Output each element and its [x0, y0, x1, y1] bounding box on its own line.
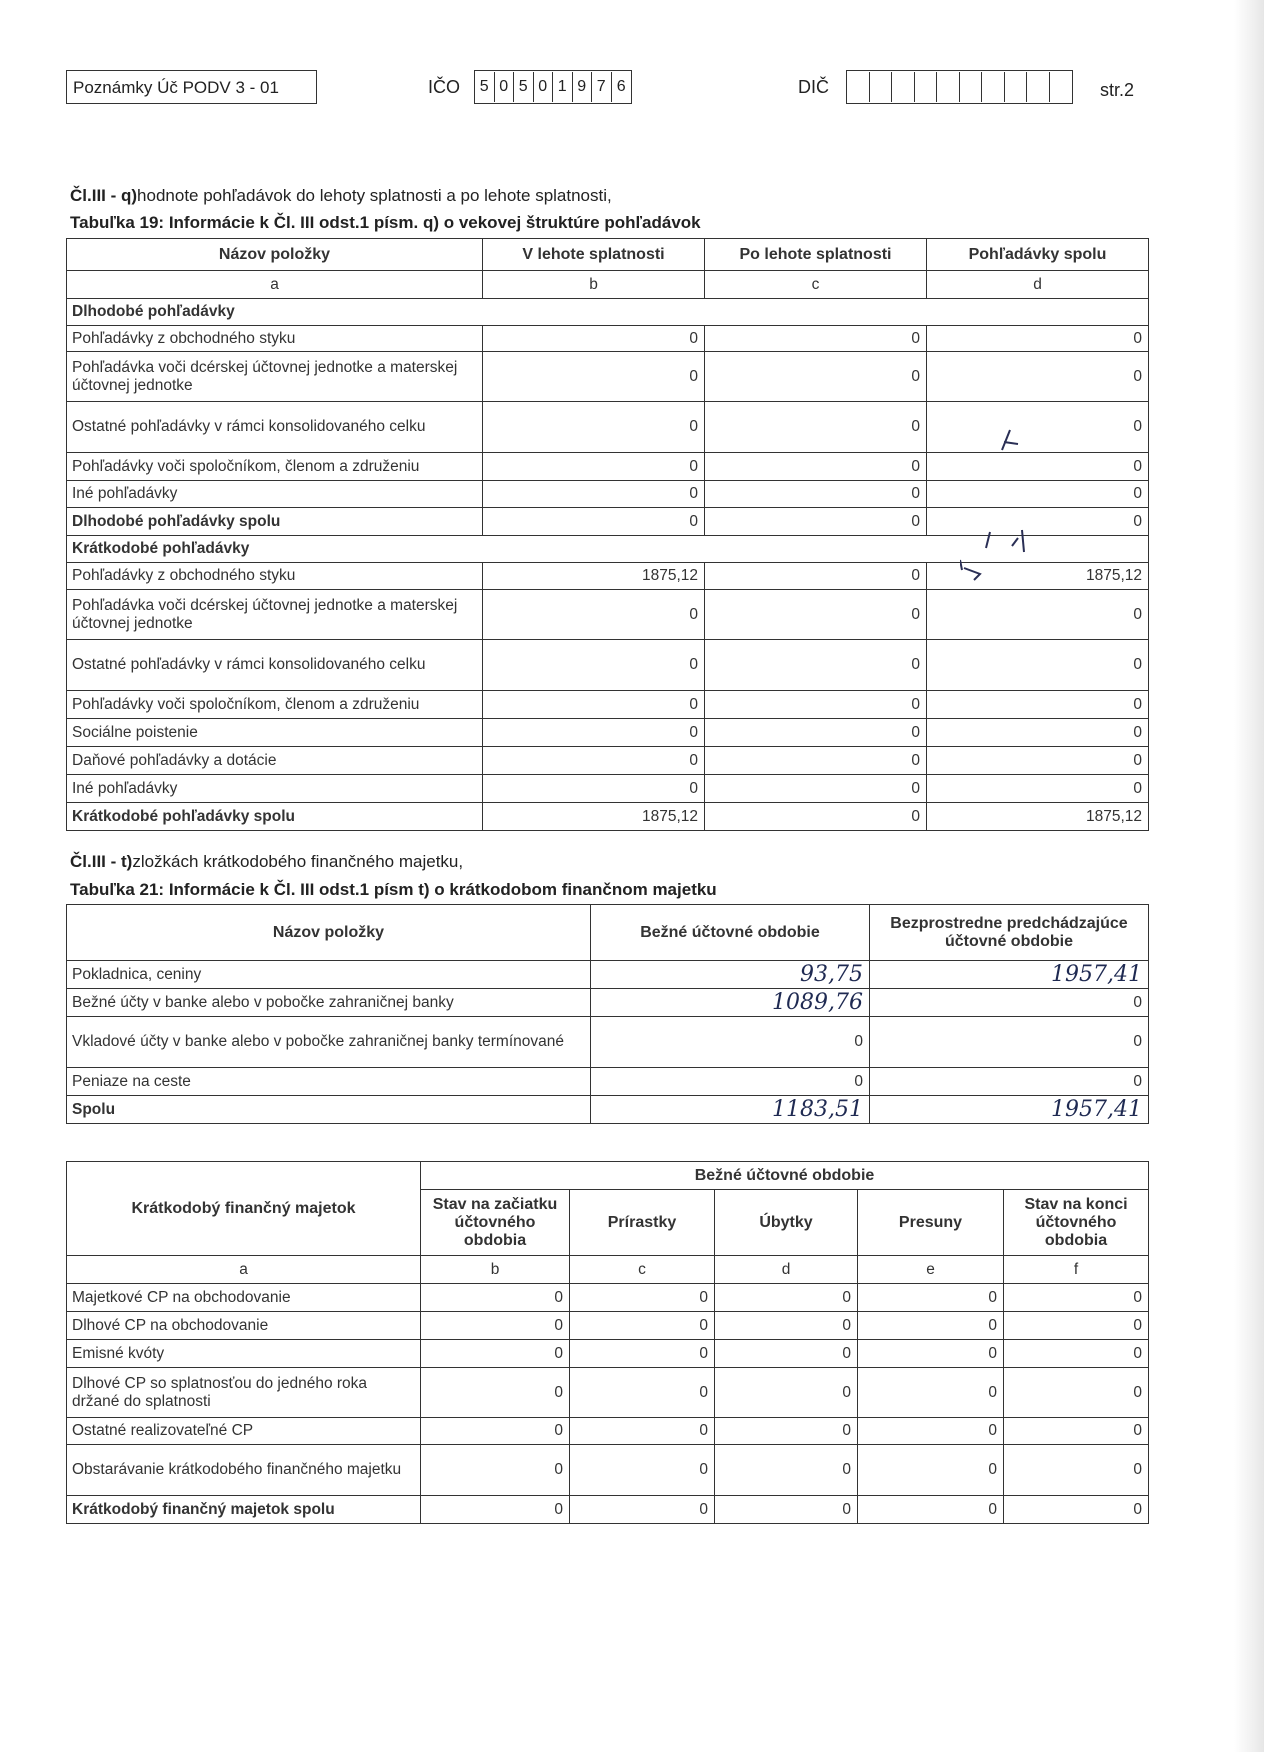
row-label: Spolu	[67, 1096, 591, 1124]
cell-value: 0	[1004, 1312, 1149, 1340]
cell-d: 0	[927, 775, 1149, 803]
cell-b: 0	[483, 508, 705, 536]
cell-current-handwritten: 1089,76	[591, 989, 870, 1017]
cell-c: 0	[705, 453, 927, 481]
cell-value: 0	[570, 1496, 715, 1524]
row-label: Krátkodobý finančný majetok spolu	[67, 1496, 421, 1524]
col-header: Stav na začiatku účtovného obdobia	[421, 1190, 570, 1256]
cell-value: 0	[421, 1368, 570, 1418]
col-letter: c	[705, 271, 927, 299]
col-header: V lehote splatnosti	[483, 239, 705, 271]
row-label: Pohľadávky voči spoločníkom, členom a združeniu	[67, 691, 483, 719]
cell-current: 0	[591, 1017, 870, 1068]
cell-value: 0	[421, 1445, 570, 1496]
cell-value: 0	[715, 1284, 858, 1312]
cell-d: 0	[927, 402, 1149, 453]
row-label: Pohľadávky z obchodného styku	[67, 326, 483, 352]
cell-d: 0	[927, 352, 1149, 402]
cell-value: 0	[1004, 1368, 1149, 1418]
section-label: Krátkodobé pohľadávky	[67, 536, 1149, 563]
section-t-prefix: Čl.III - t)	[70, 852, 133, 871]
dic-digit	[982, 72, 1005, 102]
table-21-header-row	[67, 905, 1149, 961]
table-row	[67, 719, 1149, 747]
col-header: Stav na konci účtovného obdobia	[1004, 1190, 1149, 1256]
section-label: Dlhodobé pohľadávky	[67, 299, 1149, 326]
cell-d: 0	[927, 719, 1149, 747]
table-row	[67, 775, 1149, 803]
row-label: Pokladnica, ceniny	[67, 961, 591, 989]
ico-digit: 9	[573, 72, 593, 102]
cell-value: 0	[570, 1312, 715, 1340]
pen-stroke	[1012, 530, 1024, 552]
cell-b: 0	[483, 691, 705, 719]
cell-c: 0	[705, 326, 927, 352]
cell-c: 0	[705, 563, 927, 590]
cell-d: 0	[927, 640, 1149, 691]
cell-value: 0	[858, 1496, 1004, 1524]
cell-previous: 0	[870, 1068, 1149, 1096]
cell-previous: 0	[870, 989, 1149, 1017]
cell-d: 0	[927, 326, 1149, 352]
cell-d: 0	[927, 691, 1149, 719]
table-total-row	[67, 803, 1149, 831]
group-header: Bežné účtovné obdobie	[421, 1162, 1149, 1190]
cell-c: 0	[705, 640, 927, 691]
pen-stroke	[986, 532, 990, 548]
dic-digit	[937, 72, 960, 102]
cell-value: 0	[570, 1368, 715, 1418]
row-label: Ostatné pohľadávky v rámci konsolidovaného celku	[67, 640, 483, 691]
cell-d: 1875,12	[927, 803, 1149, 831]
dic-digit	[915, 72, 938, 102]
row-label: Iné pohľadávky	[67, 775, 483, 803]
col-header: Bežné účtovné obdobie	[591, 905, 870, 961]
table-row	[67, 1368, 1149, 1418]
cell-d: 0	[927, 453, 1149, 481]
col-letter: f	[1004, 1256, 1149, 1284]
cell-b: 0	[483, 719, 705, 747]
cell-b: 0	[483, 481, 705, 508]
cell-value: 0	[858, 1445, 1004, 1496]
cell-b: 0	[483, 775, 705, 803]
table-row	[67, 1418, 1149, 1445]
table-21	[66, 904, 1149, 1124]
cell-value: 0	[715, 1445, 858, 1496]
cell-d: 0	[927, 590, 1149, 640]
row-label: Majetkové CP na obchodovanie	[67, 1284, 421, 1312]
ico-digit: 0	[534, 72, 554, 102]
cell-value: 0	[421, 1340, 570, 1368]
col-header: Úbytky	[715, 1190, 858, 1256]
row-label: Daňové pohľadávky a dotácie	[67, 747, 483, 775]
cell-value: 0	[570, 1284, 715, 1312]
cell-value: 0	[715, 1340, 858, 1368]
dic-digits	[846, 70, 1073, 104]
ico-digit: 5	[475, 72, 495, 102]
cell-value: 0	[570, 1340, 715, 1368]
cell-value: 0	[715, 1418, 858, 1445]
row-label: Pohľadávky voči spoločníkom, členom a združeniu	[67, 453, 483, 481]
section-q-text: hodnote pohľadávok do lehoty splatnosti a po lehote splatnosti,	[137, 186, 612, 205]
cell-d: 0	[927, 481, 1149, 508]
dic-digit	[1005, 72, 1028, 102]
cell-value: 0	[1004, 1418, 1149, 1445]
table-row	[67, 1445, 1149, 1496]
row-label: Dlhodobé pohľadávky spolu	[67, 508, 483, 536]
col-header: Pohľadávky spolu	[927, 239, 1149, 271]
col-header: Po lehote splatnosti	[705, 239, 927, 271]
cell-current: 0	[591, 1068, 870, 1096]
col-letter: d	[927, 271, 1149, 299]
table-row	[67, 1017, 1149, 1068]
short-term-financial-assets-table	[66, 1161, 1149, 1524]
table-row	[67, 640, 1149, 691]
cell-value: 0	[421, 1496, 570, 1524]
cell-value: 0	[570, 1445, 715, 1496]
col-letter: b	[483, 271, 705, 299]
col-letter: a	[67, 271, 483, 299]
cell-c: 0	[705, 590, 927, 640]
scan-page-edge	[1234, 0, 1264, 1752]
ico-label: IČO	[428, 77, 461, 97]
cell-value: 0	[1004, 1340, 1149, 1368]
cell-b: 0	[483, 326, 705, 352]
table-row	[67, 1340, 1149, 1368]
table-row	[67, 352, 1149, 402]
col-header: Prírastky	[570, 1190, 715, 1256]
table-row	[67, 747, 1149, 775]
row-label: Dlhové CP so splatnosťou do jedného roka držané do splatnosti	[67, 1368, 421, 1418]
kfm-letter-row	[67, 1256, 1149, 1284]
row-label: Peniaze na ceste	[67, 1068, 591, 1096]
section-t-text: zložkách krátkodobého finančného majetku,	[132, 852, 464, 871]
cell-value: 0	[715, 1496, 858, 1524]
cell-c: 0	[705, 402, 927, 453]
dic-digit	[870, 72, 893, 102]
col-header: Krátkodobý finančný majetok	[67, 1162, 421, 1256]
table-row	[67, 989, 1149, 1017]
col-header: Názov položky	[67, 239, 483, 271]
dic-digit	[1050, 72, 1073, 102]
pen-marks	[960, 420, 1070, 590]
col-header: Bezprostredne predchádzajúce účtovné obdobie	[870, 905, 1149, 961]
row-label: Ostatné pohľadávky v rámci konsolidovaného celku	[67, 402, 483, 453]
ico-digit: 5	[514, 72, 534, 102]
row-label: Emisné kvóty	[67, 1340, 421, 1368]
form-label: Poznámky Úč PODV 3 - 01	[66, 70, 317, 104]
pen-stroke	[960, 560, 980, 580]
dic-digit	[960, 72, 983, 102]
row-label: Vkladové účty v banke alebo v pobočke zahraničnej banky termínované	[67, 1017, 591, 1068]
cell-previous-handwritten: 1957,41	[870, 961, 1149, 989]
cell-value: 0	[858, 1312, 1004, 1340]
cell-c: 0	[705, 508, 927, 536]
table-row	[67, 590, 1149, 640]
section-t-heading	[70, 852, 463, 872]
col-letter: b	[421, 1256, 570, 1284]
row-label: Bežné účty v banke alebo v pobočke zahraničnej banky	[67, 989, 591, 1017]
cell-d: 0	[927, 508, 1149, 536]
table-19-letter-row	[67, 271, 1149, 299]
ico-digits	[474, 70, 632, 104]
cell-value: 0	[421, 1418, 570, 1445]
cell-c: 0	[705, 719, 927, 747]
cell-b: 0	[483, 747, 705, 775]
cell-value: 0	[1004, 1496, 1149, 1524]
table-row	[67, 1068, 1149, 1096]
cell-b: 0	[483, 640, 705, 691]
cell-b: 0	[483, 352, 705, 402]
cell-previous-handwritten: 1957,41	[870, 1096, 1149, 1124]
row-label: Pohľadávka voči dcérskej účtovnej jednotke a materskej účtovnej jednotke	[67, 352, 483, 402]
cell-value: 0	[858, 1368, 1004, 1418]
section-q-prefix: Čl.III - q)	[70, 186, 138, 205]
cell-current-handwritten: 1183,51	[591, 1096, 870, 1124]
dic-label: DIČ	[798, 77, 829, 97]
cell-b: 0	[483, 402, 705, 453]
cell-c: 0	[705, 747, 927, 775]
cell-b: 1875,12	[483, 803, 705, 831]
cell-value: 0	[421, 1312, 570, 1340]
page-number: str.2	[1100, 80, 1135, 100]
cell-current-handwritten: 93,75	[591, 961, 870, 989]
pen-stroke	[1002, 430, 1018, 450]
kfm-group-row	[67, 1162, 1149, 1190]
row-label: Iné pohľadávky	[67, 481, 483, 508]
cell-c: 0	[705, 803, 927, 831]
col-letter: a	[67, 1256, 421, 1284]
cell-value: 0	[570, 1418, 715, 1445]
row-label: Obstarávanie krátkodobého finančného majetku	[67, 1445, 421, 1496]
cell-previous: 0	[870, 1017, 1149, 1068]
row-label: Ostatné realizovateľné CP	[67, 1418, 421, 1445]
cell-b: 0	[483, 453, 705, 481]
col-header: Názov položky	[67, 905, 591, 961]
cell-value: 0	[1004, 1284, 1149, 1312]
ico-digit: 1	[553, 72, 573, 102]
cell-b: 0	[483, 590, 705, 640]
dic-digit	[1027, 72, 1050, 102]
cell-value: 0	[715, 1312, 858, 1340]
table-total-row	[67, 1496, 1149, 1524]
cell-c: 0	[705, 481, 927, 508]
table-row	[67, 1284, 1149, 1312]
cell-d: 0	[927, 747, 1149, 775]
ico-digit: 0	[495, 72, 515, 102]
col-header: Presuny	[858, 1190, 1004, 1256]
cell-d: 1875,12	[927, 563, 1149, 590]
row-label: Dlhové CP na obchodovanie	[67, 1312, 421, 1340]
ico-digit: 7	[592, 72, 612, 102]
cell-value: 0	[858, 1340, 1004, 1368]
cell-c: 0	[705, 352, 927, 402]
table-total-row	[67, 1096, 1149, 1124]
table-row	[67, 1312, 1149, 1340]
section-q-heading	[70, 186, 612, 206]
col-letter: e	[858, 1256, 1004, 1284]
table-row	[67, 961, 1149, 989]
row-label: Krátkodobé pohľadávky spolu	[67, 803, 483, 831]
row-label: Pohľadávky z obchodného styku	[67, 563, 483, 590]
cell-value: 0	[858, 1284, 1004, 1312]
cell-c: 0	[705, 775, 927, 803]
cell-value: 0	[715, 1368, 858, 1418]
col-letter: c	[570, 1256, 715, 1284]
cell-b: 1875,12	[483, 563, 705, 590]
row-label: Sociálne poistenie	[67, 719, 483, 747]
cell-value: 0	[1004, 1445, 1149, 1496]
table-row	[67, 691, 1149, 719]
col-letter: d	[715, 1256, 858, 1284]
cell-value: 0	[421, 1284, 570, 1312]
table-19-header-row	[67, 239, 1149, 271]
cell-c: 0	[705, 691, 927, 719]
table-21-title: Tabuľka 21: Informácie k Čl. III odst.1 písm t) o krátkodobom finančnom majetku	[70, 880, 717, 899]
dic-digit	[847, 72, 870, 102]
table-19-title: Tabuľka 19: Informácie k Čl. III odst.1 písm. q) o vekovej štruktúre pohľadávok	[70, 213, 701, 232]
table-row	[67, 326, 1149, 352]
ico-digit: 6	[616, 78, 626, 95]
dic-digit	[892, 72, 915, 102]
section-row	[67, 299, 1149, 326]
cell-value: 0	[858, 1418, 1004, 1445]
row-label: Pohľadávka voči dcérskej účtovnej jednotke a materskej účtovnej jednotke	[67, 590, 483, 640]
